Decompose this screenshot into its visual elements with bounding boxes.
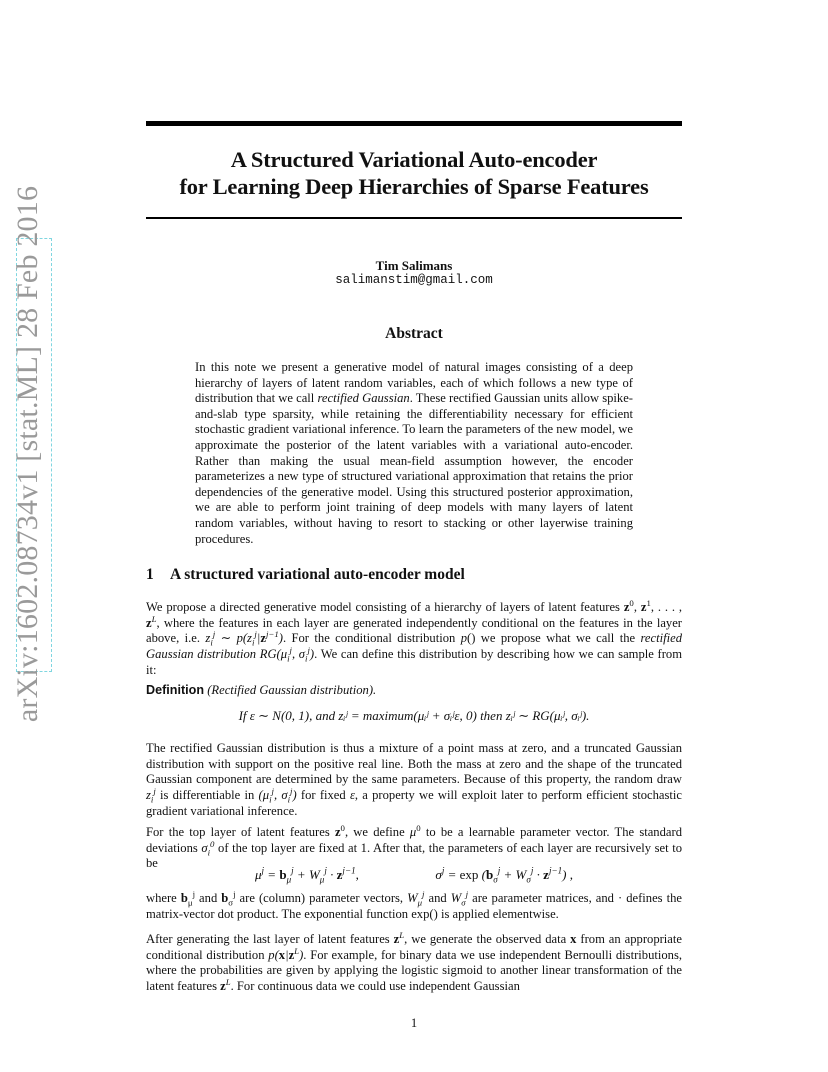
- abstract-heading: Abstract: [385, 325, 443, 342]
- p2-text-b: is differentiable in: [155, 788, 259, 803]
- abstract-body: [195, 360, 633, 547]
- p1-emphasis: rectified Gaussian distribution: [146, 631, 682, 662]
- p1-text-e: . We can define this distribution by describing how we can sample from it:: [146, 647, 682, 677]
- author-email: salimanstim@gmail.com: [335, 273, 493, 287]
- abstract-text-2: . These rectified Gaussian units allow spike-and-slab type sparsity, while retaining the differentiability necessary for efficient stochastic gradient variational inference. To learn the parameters of the new model, we approximate the posterior of the latent variables with a variational auto-encoder. Rather than making the usual mean-field assumption however, the encoder parameterizes a new type of structured variational approximation that retains the prior dependencies of the generative model. Using this structured posterior approximation, we are able to perform joint training of deep models with many layers of latent random variables, without having to resort to stacking or other layerwise training procedures.: [195, 391, 634, 546]
- definition-equation: If ε ∼ N(0, 1), and zᵢʲ = maximum(μᵢʲ + σᵢʲε, 0) then zᵢʲ ∼ RG(μᵢʲ, σᵢʲ).: [238, 708, 590, 723]
- arxiv-identifier: arXiv:1602.08734v1 [stat.ML] 28 Feb 2016: [11, 185, 44, 723]
- equation-mu: $\mu^j = b_\mu^j + W_\mu^j \cdot z^{j-1}$,: [254, 865, 359, 885]
- paper-title: [146, 146, 682, 200]
- p1-text-c: . For the conditional distribution: [282, 631, 461, 646]
- abstract-emphasis: rectified Gaussian: [317, 391, 410, 406]
- definition-line: [146, 683, 682, 699]
- paragraph-1: We propose a directed generative model consisting of a hierarchy of layers of latent features $z^0$, $z^1$, . . . , $z^L$, where the features in each layer are generated independently conditional on the features in the layer above, i.e. $z_i^j$ ∼ $p(z_i^j|z^{j-1})$. For the conditional distribution p() we propose what we call the rectified Gaussian distribution $RG(\mu_i^j$, $\sigma_i^j$). We can define this distribution by describing how we can sample from it:: [146, 597, 683, 677]
- p5-text-d: . For example, for binary data we use independent Bernoulli distributions, where the probabilities are given by applying the logistic sigmoid to another linear transformation of the latent features: [146, 947, 683, 994]
- title-bottom-rule: [146, 217, 682, 219]
- paragraph-3: For the top layer of latent features $z^0$, we define $\mu^0$ to be a learnable parameter vector. The standard deviations $\sigma_i^0$ of the top layer are fixed at 1. After that, the parameters of each layer are recursively set to be: [146, 822, 682, 871]
- p3-text-a: For the top layer of latent features: [146, 825, 335, 839]
- author-name: Tim Salimans: [375, 258, 453, 273]
- definition-name: (Rectified Gaussian distribution).: [207, 683, 377, 697]
- p1-text-b: , where the features in each layer are generated independently conditional on the features in the layer above, i.e.: [146, 615, 682, 646]
- title-line-1: A Structured Variational Auto-encoder: [230, 147, 598, 172]
- p3-text-b: , we define: [344, 825, 410, 839]
- equation-sigma: $\sigma^j = \exp (b_\sigma^j + W_\sigma^j \cdot z^{j-1})$ ,: [435, 865, 573, 885]
- math-p: p: [460, 631, 468, 646]
- paragraph-5: After generating the last layer of latent features $z^L$, we generate the observed data x from an appropriate conditional distribution $p(x|z^L)$. For example, for binary data we use independent Bernoulli distributions, where the probabilities are given by applying the logistic sigmoid to another linear transformation of the latent features $z^L$. For continuous data we could use independent Gaussian: [146, 929, 683, 994]
- p2-text-c: for fixed: [296, 788, 350, 803]
- math-rg: $RG(\mu_i^j$, $\sigma_i^j$): [259, 644, 315, 664]
- p4-text-c: are parameter matrices, and · defines the matrix-vector dot product. The exponential function: [146, 891, 682, 921]
- p5-text-e: . For continuous data we could use independent Gaussian: [230, 979, 520, 994]
- recursion-equations: [146, 867, 682, 883]
- p4-text-d: is applied elementwise.: [437, 906, 559, 921]
- definition-label: Definition: [146, 683, 205, 697]
- p5-text-a: After generating the last layer of latent features: [146, 932, 394, 946]
- title-top-rule: [146, 121, 682, 126]
- page-number: 1: [410, 1016, 418, 1030]
- p5-text-c: from an appropriate conditional distribution: [146, 932, 682, 962]
- paragraph-4: where $b_\mu^j$ and $b_\sigma^j$ are (column) parameter vectors, $W_\mu^j$ and $W_\sigma^j$ are parameter matrices, and · defines the matrix-vector dot product. The exponential function exp() is applied elementwise.: [146, 888, 682, 921]
- section-title: A structured variational auto-encoder model: [170, 566, 465, 583]
- section-number: 1: [146, 566, 154, 583]
- p2-text-a: The rectified Gaussian distribution is thus a mixture of a point mass at zero, and a truncated Gaussian distribution with support on the positive real line. Both the mass at zero and the shape of the truncated Gaussian component are determined by the same parameters. Because of this property, the random draw: [146, 741, 682, 787]
- p1-text-d: we propose what we call the: [475, 631, 641, 646]
- math-z-layers: z: [623, 600, 630, 614]
- math-conditional: $z_i^j$ ∼ $p(z_i^j|z^{j-1})$: [205, 629, 283, 648]
- title-line-2: for Learning Deep Hierarchies of Sparse Features: [179, 174, 649, 199]
- p4-text-a: where: [146, 891, 181, 905]
- p3-text-c: to be a learnable parameter vector. The standard deviations: [146, 825, 682, 855]
- p1-text-a: We propose a directed generative model consisting of a hierarchy of layers of latent features: [146, 600, 624, 614]
- p2-text-d: , a property we will exploit later to perform efficient stochastic gradient variational inference.: [146, 788, 682, 818]
- p3-text-d: of the top layer are fixed at 1. After that, the parameters of each layer are recursively set to be: [146, 840, 682, 871]
- abstract-text-1: In this note we present a generative model of natural images consisting of a deep hierarchy of layers of latent random variables, each of which follows a new type of distribution that we call: [195, 360, 633, 406]
- paragraph-2: The rectified Gaussian distribution is thus a mixture of a point mass at zero, and a truncated Gaussian distribution with support on the positive real line. Both the mass at zero and the shape of the truncated Gaussian component are determined by the same parameters. Because of this property, the random draw $z_i^j$ is differentiable in ($\mu_i^j$, $\sigma_i^j$) for fixed ε, a property we will exploit later to perform efficient stochastic gradient variational inference.: [146, 741, 682, 818]
- p4-text-b: are (column) parameter vectors,: [235, 891, 408, 905]
- p5-text-b: , we generate the observed data: [404, 932, 571, 946]
- section-heading: [146, 566, 465, 584]
